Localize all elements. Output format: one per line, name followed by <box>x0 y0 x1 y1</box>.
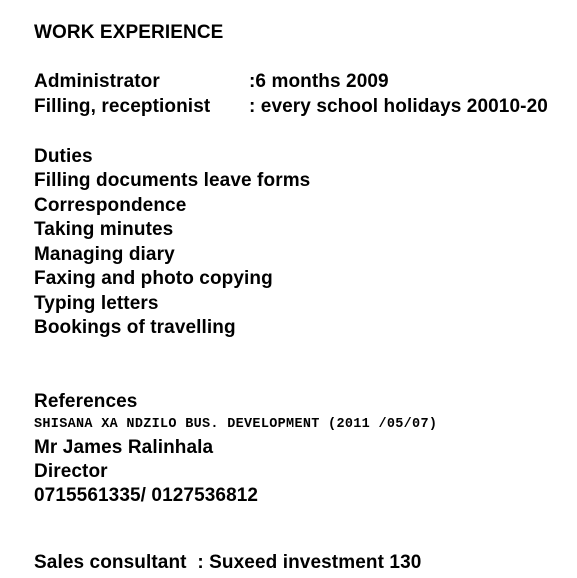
duty-item: Correspondence <box>34 195 187 216</box>
duty-item: Typing letters <box>34 293 159 314</box>
references-heading: References <box>34 391 138 412</box>
reference-company: SHISANA XA NDZILO BUS. DEVELOPMENT (2011 /05/07) <box>34 417 438 432</box>
reference-name: Mr James Ralinhala <box>34 437 214 458</box>
sales-consultant-line: Sales consultant : Suxeed investment 130 <box>34 552 422 573</box>
duty-item: Filling documents leave forms <box>34 170 311 191</box>
experience-role: Filling, receptionist <box>34 96 211 117</box>
section-title: WORK EXPERIENCE <box>34 22 224 43</box>
duty-item: Managing diary <box>34 244 175 265</box>
duties-heading: Duties <box>34 146 93 167</box>
duty-item: Taking minutes <box>34 219 174 240</box>
reference-title: Director <box>34 461 108 482</box>
reference-phones: 0715561335/ 0127536812 <box>34 485 259 506</box>
experience-row-filling <box>34 95 577 119</box>
experience-row-administrator <box>34 70 577 94</box>
experience-role: Administrator <box>34 71 160 92</box>
experience-detail: :6 months 2009 <box>249 71 389 92</box>
experience-detail: : every school holidays 20010-20 <box>249 96 548 117</box>
duty-item: Faxing and photo copying <box>34 268 273 289</box>
duty-item: Bookings of travelling <box>34 317 236 338</box>
